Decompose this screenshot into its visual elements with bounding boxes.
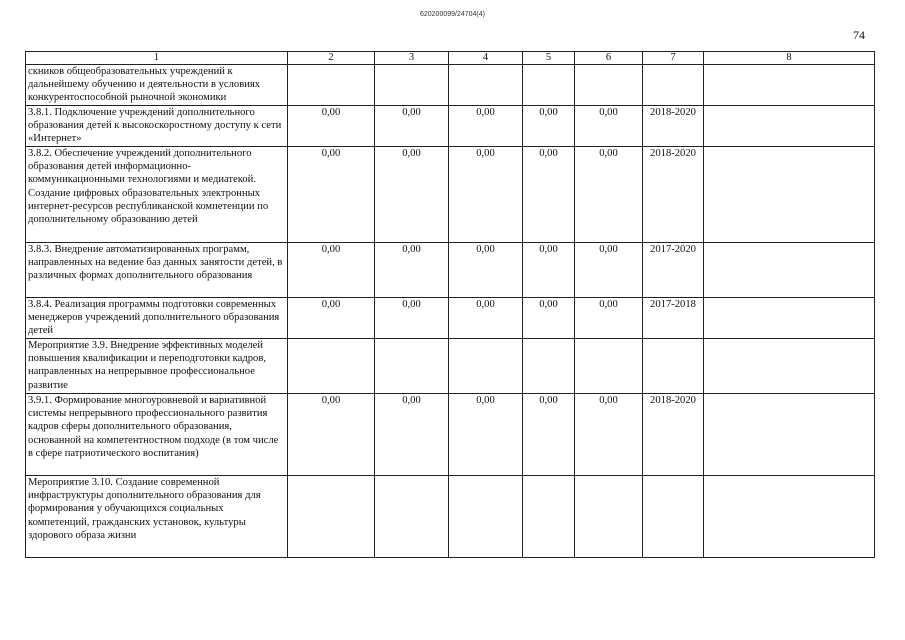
value-col-4	[449, 65, 523, 106]
value-col-5: 0,00	[523, 394, 575, 476]
value-col-6	[575, 476, 643, 558]
value-col-3: 0,00	[375, 394, 449, 476]
column-header-5: 5	[523, 52, 575, 65]
notes-cell	[704, 394, 875, 476]
table-row	[26, 106, 875, 147]
period-cell	[643, 476, 704, 558]
value-col-2	[288, 65, 375, 106]
value-col-4: 0,00	[449, 394, 523, 476]
value-col-4: 0,00	[449, 147, 523, 243]
column-header-6: 6	[575, 52, 643, 65]
period-cell: 2018-2020	[643, 106, 704, 147]
value-col-4	[449, 476, 523, 558]
period-cell: 2017-2020	[643, 243, 704, 298]
period-cell	[643, 339, 704, 394]
table-row	[26, 339, 875, 394]
notes-cell	[704, 339, 875, 394]
activity-description: Мероприятие 3.10. Создание современной инфраструктуры дополнительного образования для формирования у обучающихся социальных компетенций, гражданских установок, культуры здорового образа жизни	[26, 476, 288, 558]
value-col-6	[575, 65, 643, 106]
value-col-3: 0,00	[375, 106, 449, 147]
value-col-3	[375, 476, 449, 558]
activity-description: скников общеобразовательных учреждений к дальнейшему обучению и деятельности в условиях конкурентоспособной рыночной экономики	[26, 65, 288, 106]
activity-description: 3.8.1. Подключение учреждений дополнительного образования детей к высокоскоростному доступу к сети «Интернет»	[26, 106, 288, 147]
value-col-5: 0,00	[523, 298, 575, 339]
value-col-3	[375, 339, 449, 394]
period-cell: 2018-2020	[643, 147, 704, 243]
activity-description: Мероприятие 3.9. Внедрение эффективных моделей повышения квалификации и переподготовки кадров, направленных на непрерывное профессиональное развитие	[26, 339, 288, 394]
header-row	[26, 52, 875, 65]
value-col-2: 0,00	[288, 147, 375, 243]
value-col-2: 0,00	[288, 106, 375, 147]
value-col-3: 0,00	[375, 298, 449, 339]
value-col-2	[288, 476, 375, 558]
value-col-6: 0,00	[575, 298, 643, 339]
value-col-3: 0,00	[375, 243, 449, 298]
notes-cell	[704, 147, 875, 243]
program-activities-table	[25, 51, 875, 558]
value-col-5: 0,00	[523, 106, 575, 147]
value-col-2: 0,00	[288, 243, 375, 298]
period-cell: 2017-2018	[643, 298, 704, 339]
value-col-2: 0,00	[288, 394, 375, 476]
table-row	[26, 394, 875, 476]
notes-cell	[704, 298, 875, 339]
value-col-4	[449, 339, 523, 394]
value-col-5	[523, 339, 575, 394]
column-header-1: 1	[26, 52, 288, 65]
value-col-6	[575, 339, 643, 394]
value-col-6: 0,00	[575, 106, 643, 147]
table-row	[26, 243, 875, 298]
value-col-6: 0,00	[575, 243, 643, 298]
value-col-6: 0,00	[575, 147, 643, 243]
value-col-2	[288, 339, 375, 394]
value-col-4: 0,00	[449, 243, 523, 298]
activity-description: 3.8.3. Внедрение автоматизированных программ, направленных на ведение баз данных занятости детей, в различных формах дополнительного образования	[26, 243, 288, 298]
notes-cell	[704, 476, 875, 558]
activity-description: 3.8.2. Обеспечение учреждений дополнительного образования детей информационно-коммуникационными технологиями и медиатекой. Создание цифровых образовательных электронных интернет-ресурсов республиканской компетенции по дополнительному образованию детей	[26, 147, 288, 243]
table-row	[26, 65, 875, 106]
value-col-5	[523, 65, 575, 106]
activity-description: 3.9.1. Формирование многоуровневой и вариативной системы непрерывного профессионального развития кадров сферы дополнительного образования, основанной на компетентностном подходе (в том числе в сфере патриотического воспитания)	[26, 394, 288, 476]
value-col-3: 0,00	[375, 147, 449, 243]
value-col-5	[523, 476, 575, 558]
document-id: 620200099/24704(4)	[419, 11, 485, 18]
value-col-5: 0,00	[523, 147, 575, 243]
period-cell	[643, 65, 704, 106]
column-header-8: 8	[704, 52, 875, 65]
column-header-7: 7	[643, 52, 704, 65]
period-cell: 2018-2020	[643, 394, 704, 476]
value-col-2: 0,00	[288, 298, 375, 339]
table-row	[26, 147, 875, 243]
page-number: 74	[853, 28, 865, 42]
notes-cell	[704, 65, 875, 106]
value-col-4: 0,00	[449, 106, 523, 147]
column-header-3: 3	[375, 52, 449, 65]
column-header-2: 2	[288, 52, 375, 65]
value-col-3	[375, 65, 449, 106]
table-row	[26, 298, 875, 339]
value-col-5: 0,00	[523, 243, 575, 298]
column-header-4: 4	[449, 52, 523, 65]
notes-cell	[704, 243, 875, 298]
activity-description: 3.8.4. Реализация программы подготовки современных менеджеров учреждений дополнительного образования детей	[26, 298, 288, 339]
value-col-4: 0,00	[449, 298, 523, 339]
value-col-6: 0,00	[575, 394, 643, 476]
table-row	[26, 476, 875, 558]
notes-cell	[704, 106, 875, 147]
